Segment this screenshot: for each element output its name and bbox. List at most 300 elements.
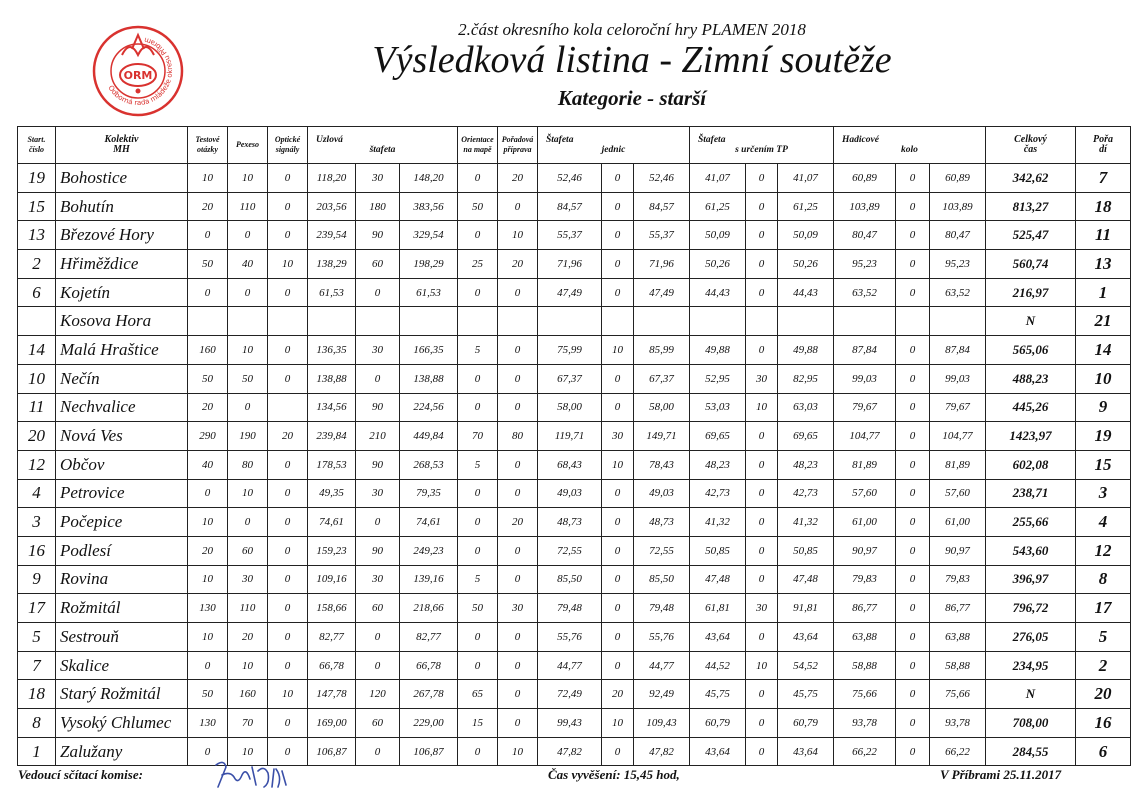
start-number: 15 <box>18 192 56 221</box>
total-time: 234,95 <box>986 651 1076 680</box>
cell-c2: 70 <box>228 709 268 738</box>
team-name: Vysoký Chlumec <box>56 709 188 738</box>
team-name: Bohutín <box>56 192 188 221</box>
cell-p <box>498 307 538 336</box>
cell-t2 <box>746 307 778 336</box>
start-number: 19 <box>18 164 56 193</box>
table-row <box>18 737 1131 766</box>
cell-h1: 80,47 <box>834 221 896 250</box>
cell-h2: 0 <box>896 623 930 652</box>
cell-c1: 10 <box>188 565 228 594</box>
cell-h2: 0 <box>896 192 930 221</box>
table-row <box>18 709 1131 738</box>
cell-s1: 72,55 <box>538 536 602 565</box>
cell-p: 0 <box>498 450 538 479</box>
team-name: Nechvalice <box>56 393 188 422</box>
cell-k1: 138,88 <box>308 364 356 393</box>
team-name: Zalužany <box>56 737 188 766</box>
cell-c2: 0 <box>228 221 268 250</box>
cell-c2: 20 <box>228 623 268 652</box>
cell-t1: 41,32 <box>690 508 746 537</box>
cell-s1: 75,99 <box>538 336 602 365</box>
cell-c3: 0 <box>268 164 308 193</box>
cell-k3: 224,56 <box>400 393 458 422</box>
cell-s2: 20 <box>602 680 634 709</box>
cell-k3: 449,84 <box>400 422 458 451</box>
cell-k2: 30 <box>356 565 400 594</box>
cell-k2 <box>356 307 400 336</box>
cell-s1: 47,49 <box>538 278 602 307</box>
cell-p: 0 <box>498 709 538 738</box>
cell-h3: 104,77 <box>930 422 986 451</box>
cell-k2: 90 <box>356 393 400 422</box>
cell-t1: 52,95 <box>690 364 746 393</box>
table-row <box>18 164 1131 193</box>
cell-c1: 50 <box>188 680 228 709</box>
cell-h1: 79,67 <box>834 393 896 422</box>
cell-p: 0 <box>498 479 538 508</box>
cell-h1: 75,66 <box>834 680 896 709</box>
cell-c3: 0 <box>268 737 308 766</box>
results-body <box>18 164 1131 766</box>
cell-s3: 55,37 <box>634 221 690 250</box>
cell-k3: 148,20 <box>400 164 458 193</box>
cell-t2: 30 <box>746 594 778 623</box>
cell-t3: 41,07 <box>778 164 834 193</box>
cell-h2: 0 <box>896 508 930 537</box>
cell-p: 30 <box>498 594 538 623</box>
cell-h2 <box>896 307 930 336</box>
cell-p: 0 <box>498 364 538 393</box>
start-number: 7 <box>18 651 56 680</box>
cell-s1: 44,77 <box>538 651 602 680</box>
header-total: Celkový čas <box>986 127 1076 164</box>
table-row <box>18 364 1131 393</box>
svg-text:Odborná rada mládeže okresu Př: Odborná rada mládeže okresu Příbram <box>106 35 175 108</box>
cell-p: 80 <box>498 422 538 451</box>
cell-t2: 30 <box>746 364 778 393</box>
total-time: 708,00 <box>986 709 1076 738</box>
cell-c1: 50 <box>188 250 228 279</box>
cell-h3: 81,89 <box>930 450 986 479</box>
cell-c2: 110 <box>228 594 268 623</box>
cell-s2: 0 <box>602 536 634 565</box>
cell-s3: 47,82 <box>634 737 690 766</box>
category-heading: Kategorie - starší <box>557 86 707 110</box>
cell-m: 5 <box>458 336 498 365</box>
cell-h3: 79,67 <box>930 393 986 422</box>
header-knots: Uzlová štafeta <box>308 127 458 164</box>
cell-c2: 10 <box>228 164 268 193</box>
cell-c2: 10 <box>228 737 268 766</box>
cell-h2: 0 <box>896 594 930 623</box>
cell-m: 70 <box>458 422 498 451</box>
cell-p: 0 <box>498 536 538 565</box>
cell-t2: 0 <box>746 221 778 250</box>
total-time: 396,97 <box>986 565 1076 594</box>
cell-m: 0 <box>458 364 498 393</box>
header-quiz: Testové otázky <box>188 127 228 164</box>
cell-c2: 110 <box>228 192 268 221</box>
cell-h2: 0 <box>896 651 930 680</box>
cell-h3: 93,78 <box>930 709 986 738</box>
rank: 10 <box>1076 364 1131 393</box>
table-row <box>18 651 1131 680</box>
cell-t1: 45,75 <box>690 680 746 709</box>
cell-t1: 50,26 <box>690 250 746 279</box>
cell-s1: 72,49 <box>538 680 602 709</box>
cell-s1: 67,37 <box>538 364 602 393</box>
table-row <box>18 192 1131 221</box>
start-number: 16 <box>18 536 56 565</box>
cell-c3: 0 <box>268 221 308 250</box>
cell-k1: 109,16 <box>308 565 356 594</box>
cell-t3: 82,95 <box>778 364 834 393</box>
cell-s2: 0 <box>602 221 634 250</box>
cell-s3: 78,43 <box>634 450 690 479</box>
cell-h3: 57,60 <box>930 479 986 508</box>
cell-k1: 106,87 <box>308 737 356 766</box>
total-time: 543,60 <box>986 536 1076 565</box>
cell-t1: 61,25 <box>690 192 746 221</box>
cell-k2: 30 <box>356 336 400 365</box>
cell-k3: 218,66 <box>400 594 458 623</box>
cell-h2: 0 <box>896 364 930 393</box>
team-name: Skalice <box>56 651 188 680</box>
rank: 7 <box>1076 164 1131 193</box>
total-time: 238,71 <box>986 479 1076 508</box>
cell-h3: 60,89 <box>930 164 986 193</box>
cell-t3: 50,85 <box>778 536 834 565</box>
rank: 12 <box>1076 536 1131 565</box>
cell-k3: 106,87 <box>400 737 458 766</box>
cell-h1: 90,97 <box>834 536 896 565</box>
team-name: Počepice <box>56 508 188 537</box>
cell-s2: 10 <box>602 450 634 479</box>
cell-k3: 229,00 <box>400 709 458 738</box>
cell-h1: 99,03 <box>834 364 896 393</box>
cell-c2: 0 <box>228 393 268 422</box>
cell-k2: 90 <box>356 536 400 565</box>
cell-s2: 0 <box>602 278 634 307</box>
cell-h3: 79,83 <box>930 565 986 594</box>
header-pexeso: Pexeso <box>228 127 268 164</box>
cell-c1: 0 <box>188 479 228 508</box>
cell-m <box>458 307 498 336</box>
cell-h3: 58,88 <box>930 651 986 680</box>
rank: 8 <box>1076 565 1131 594</box>
cell-k3: 139,16 <box>400 565 458 594</box>
cell-k1: 134,56 <box>308 393 356 422</box>
cell-c1: 20 <box>188 393 228 422</box>
cell-k2: 60 <box>356 709 400 738</box>
team-name: Rožmitál <box>56 594 188 623</box>
table-row <box>18 450 1131 479</box>
cell-k1: 239,84 <box>308 422 356 451</box>
cell-s2: 0 <box>602 508 634 537</box>
cell-m: 0 <box>458 508 498 537</box>
cell-m: 0 <box>458 221 498 250</box>
total-time: 602,08 <box>986 450 1076 479</box>
cell-t2: 0 <box>746 278 778 307</box>
cell-k1 <box>308 307 356 336</box>
cell-c1: 0 <box>188 221 228 250</box>
cell-s2: 0 <box>602 364 634 393</box>
cell-m: 5 <box>458 565 498 594</box>
cell-t3: 50,09 <box>778 221 834 250</box>
cell-h3: 95,23 <box>930 250 986 279</box>
cell-m: 0 <box>458 651 498 680</box>
start-number: 5 <box>18 623 56 652</box>
rank: 9 <box>1076 393 1131 422</box>
cell-t1: 48,23 <box>690 450 746 479</box>
rank: 1 <box>1076 278 1131 307</box>
cell-c1: 0 <box>188 278 228 307</box>
cell-t2: 10 <box>746 393 778 422</box>
cell-h1: 61,00 <box>834 508 896 537</box>
rank: 4 <box>1076 508 1131 537</box>
cell-t2: 0 <box>746 479 778 508</box>
cell-m: 65 <box>458 680 498 709</box>
cell-t2: 0 <box>746 192 778 221</box>
cell-k1: 61,53 <box>308 278 356 307</box>
cell-s3: 48,73 <box>634 508 690 537</box>
cell-c3: 0 <box>268 508 308 537</box>
cell-k3: 267,78 <box>400 680 458 709</box>
header-prep: Pořadová příprava <box>498 127 538 164</box>
cell-s1: 58,00 <box>538 393 602 422</box>
cell-h2: 0 <box>896 536 930 565</box>
cell-p: 20 <box>498 250 538 279</box>
cell-h1: 86,77 <box>834 594 896 623</box>
cell-h3: 66,22 <box>930 737 986 766</box>
rank: 14 <box>1076 336 1131 365</box>
cell-s1: 68,43 <box>538 450 602 479</box>
cell-s3: 85,99 <box>634 336 690 365</box>
cell-s2: 0 <box>602 250 634 279</box>
header-team: Kolektiv MH <box>56 127 188 164</box>
cell-k1: 159,23 <box>308 536 356 565</box>
cell-c3: 0 <box>268 479 308 508</box>
cell-h2: 0 <box>896 450 930 479</box>
page-subtitle: 2.část okresního kola celoroční hry PLAMEN 2018 <box>458 20 806 39</box>
cell-s1: 99,43 <box>538 709 602 738</box>
cell-c3: 0 <box>268 336 308 365</box>
team-name: Sestrouň <box>56 623 188 652</box>
table-row <box>18 250 1131 279</box>
rank: 2 <box>1076 651 1131 680</box>
cell-p: 0 <box>498 565 538 594</box>
start-number: 20 <box>18 422 56 451</box>
rank: 13 <box>1076 250 1131 279</box>
cell-s2: 0 <box>602 393 634 422</box>
team-name: Kosova Hora <box>56 307 188 336</box>
cell-k1: 147,78 <box>308 680 356 709</box>
cell-t2: 0 <box>746 536 778 565</box>
cell-c1 <box>188 307 228 336</box>
team-name: Starý Rožmitál <box>56 680 188 709</box>
cell-t1: 61,81 <box>690 594 746 623</box>
rank: 11 <box>1076 221 1131 250</box>
cell-m: 0 <box>458 536 498 565</box>
cell-k1: 158,66 <box>308 594 356 623</box>
cell-h3: 99,03 <box>930 364 986 393</box>
cell-c3: 0 <box>268 709 308 738</box>
cell-s2: 0 <box>602 192 634 221</box>
place-date: V Příbrami 25.11.2017 <box>940 767 1062 782</box>
cell-k2: 0 <box>356 623 400 652</box>
cell-k1: 118,20 <box>308 164 356 193</box>
cell-c2: 50 <box>228 364 268 393</box>
start-number: 9 <box>18 565 56 594</box>
cell-h2: 0 <box>896 221 930 250</box>
cell-m: 50 <box>458 192 498 221</box>
cell-s3: 44,77 <box>634 651 690 680</box>
cell-c3: 10 <box>268 250 308 279</box>
start-number: 2 <box>18 250 56 279</box>
cell-s3: 72,55 <box>634 536 690 565</box>
cell-p: 10 <box>498 221 538 250</box>
cell-c3: 10 <box>268 680 308 709</box>
cell-h2: 0 <box>896 164 930 193</box>
table-row <box>18 278 1131 307</box>
cell-c2: 190 <box>228 422 268 451</box>
table-row <box>18 393 1131 422</box>
cell-t1: 50,09 <box>690 221 746 250</box>
cell-s1: 79,48 <box>538 594 602 623</box>
cell-h3: 80,47 <box>930 221 986 250</box>
cell-m: 0 <box>458 164 498 193</box>
cell-m: 25 <box>458 250 498 279</box>
cell-c3: 0 <box>268 192 308 221</box>
start-number: 12 <box>18 450 56 479</box>
cell-s3: 49,03 <box>634 479 690 508</box>
cell-h3: 103,89 <box>930 192 986 221</box>
team-name: Nová Ves <box>56 422 188 451</box>
table-row <box>18 680 1131 709</box>
start-number: 11 <box>18 393 56 422</box>
cell-c3 <box>268 393 308 422</box>
cell-h1: 66,22 <box>834 737 896 766</box>
cell-h2: 0 <box>896 336 930 365</box>
cell-h2: 0 <box>896 422 930 451</box>
team-name: Podlesí <box>56 536 188 565</box>
page-title: Výsledková listina - Zimní soutěže <box>372 39 892 81</box>
table-row <box>18 422 1131 451</box>
cell-c1: 130 <box>188 594 228 623</box>
cell-k2: 60 <box>356 594 400 623</box>
start-number: 8 <box>18 709 56 738</box>
cell-t3: 61,25 <box>778 192 834 221</box>
team-name: Petrovice <box>56 479 188 508</box>
cell-t2: 0 <box>746 623 778 652</box>
cell-c3: 0 <box>268 594 308 623</box>
cell-t2: 0 <box>746 709 778 738</box>
total-time: 276,05 <box>986 623 1076 652</box>
cell-k2: 210 <box>356 422 400 451</box>
cell-k3: 383,56 <box>400 192 458 221</box>
cell-c3: 0 <box>268 536 308 565</box>
cell-m: 0 <box>458 737 498 766</box>
header-signals: Optické signály <box>268 127 308 164</box>
cell-s1: 48,73 <box>538 508 602 537</box>
cell-k3: 61,53 <box>400 278 458 307</box>
cell-s2: 10 <box>602 709 634 738</box>
header-rank: Pořa dí <box>1076 127 1131 164</box>
cell-h3: 63,52 <box>930 278 986 307</box>
cell-s3: 149,71 <box>634 422 690 451</box>
cell-s3: 85,50 <box>634 565 690 594</box>
cell-c1: 10 <box>188 508 228 537</box>
cell-s2: 0 <box>602 565 634 594</box>
cell-k3: 198,29 <box>400 250 458 279</box>
cell-k3: 66,78 <box>400 651 458 680</box>
total-time: 796,72 <box>986 594 1076 623</box>
rank: 5 <box>1076 623 1131 652</box>
team-name: Nečín <box>56 364 188 393</box>
cell-k3: 74,61 <box>400 508 458 537</box>
cell-k1: 169,00 <box>308 709 356 738</box>
table-row <box>18 479 1131 508</box>
cell-t2: 0 <box>746 508 778 537</box>
start-number: 18 <box>18 680 56 709</box>
cell-k2: 0 <box>356 278 400 307</box>
cell-s3: 47,49 <box>634 278 690 307</box>
rank: 3 <box>1076 479 1131 508</box>
cell-s3 <box>634 307 690 336</box>
table-row <box>18 623 1131 652</box>
cell-m: 15 <box>458 709 498 738</box>
cell-t2: 10 <box>746 651 778 680</box>
cell-p: 0 <box>498 192 538 221</box>
team-name: Rovina <box>56 565 188 594</box>
cell-c3: 0 <box>268 623 308 652</box>
cell-t2: 0 <box>746 164 778 193</box>
cell-s3: 79,48 <box>634 594 690 623</box>
cell-p: 20 <box>498 508 538 537</box>
cell-p: 0 <box>498 336 538 365</box>
cell-c1: 20 <box>188 192 228 221</box>
cell-h3: 75,66 <box>930 680 986 709</box>
table-row <box>18 565 1131 594</box>
cell-c3: 20 <box>268 422 308 451</box>
cell-h3: 86,77 <box>930 594 986 623</box>
cell-s1: 52,46 <box>538 164 602 193</box>
cell-c2: 0 <box>228 278 268 307</box>
cell-h1: 95,23 <box>834 250 896 279</box>
cell-h2: 0 <box>896 680 930 709</box>
start-number <box>18 307 56 336</box>
cell-t2: 0 <box>746 565 778 594</box>
total-time: 1423,97 <box>986 422 1076 451</box>
team-name: Občov <box>56 450 188 479</box>
table-row <box>18 221 1131 250</box>
cell-c1: 40 <box>188 450 228 479</box>
cell-t3: 45,75 <box>778 680 834 709</box>
cell-s2: 0 <box>602 594 634 623</box>
cell-c1: 290 <box>188 422 228 451</box>
cell-k3: 138,88 <box>400 364 458 393</box>
cell-s2: 0 <box>602 651 634 680</box>
cell-p: 20 <box>498 164 538 193</box>
cell-h1: 57,60 <box>834 479 896 508</box>
cell-t3: 60,79 <box>778 709 834 738</box>
svg-text:ORM: ORM <box>123 69 153 82</box>
cell-c1: 160 <box>188 336 228 365</box>
cell-s3: 109,43 <box>634 709 690 738</box>
cell-h3: 90,97 <box>930 536 986 565</box>
cell-k2: 0 <box>356 508 400 537</box>
